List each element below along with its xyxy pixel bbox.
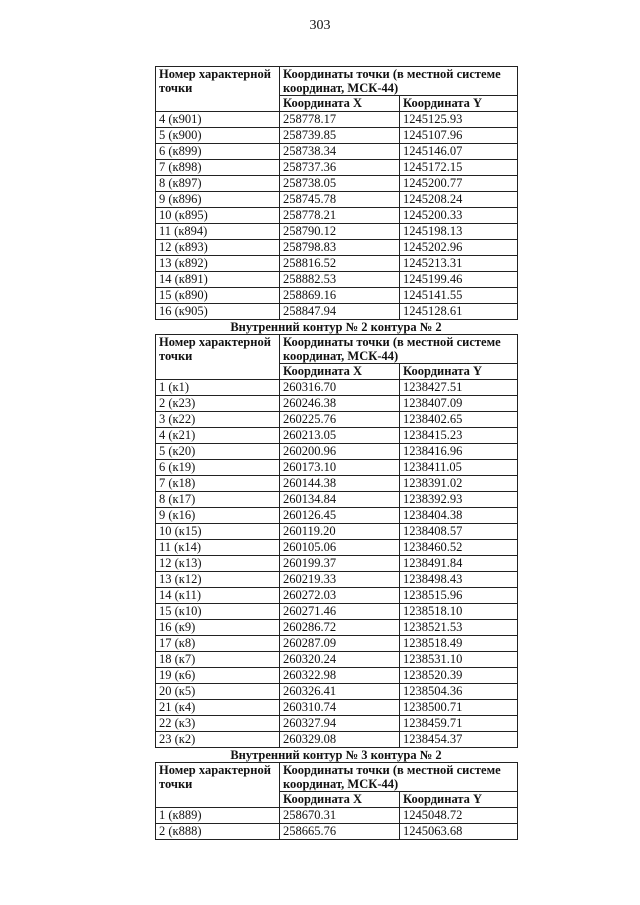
- coordinates-table: [155, 66, 518, 320]
- coordinate-x-cell: 260199.37: [280, 556, 400, 572]
- coordinate-x-cell: 260213.05: [280, 428, 400, 444]
- point-number-cell: 17 (к8): [156, 636, 280, 652]
- table-row: [156, 396, 518, 412]
- coordinate-x-cell: 260287.09: [280, 636, 400, 652]
- point-number-cell: 21 (к4): [156, 700, 280, 716]
- coordinate-y-cell: 1245128.61: [400, 304, 518, 320]
- coordinate-y-cell: 1238402.65: [400, 412, 518, 428]
- coordinate-y-cell: 1238427.51: [400, 380, 518, 396]
- coordinate-x-cell: 260225.76: [280, 412, 400, 428]
- coordinate-y-cell: 1238531.10: [400, 652, 518, 668]
- table-row: [156, 460, 518, 476]
- point-number-cell: 7 (к898): [156, 160, 280, 176]
- coordinate-x-cell: 258737.36: [280, 160, 400, 176]
- point-number-cell: 2 (к888): [156, 824, 280, 840]
- coordinate-x-cell: 260316.70: [280, 380, 400, 396]
- coordinate-x-cell: 260119.20: [280, 524, 400, 540]
- coordinate-x-cell: 260326.41: [280, 684, 400, 700]
- table-row: [156, 732, 518, 748]
- point-number-cell: 11 (к14): [156, 540, 280, 556]
- coordinate-y-cell: 1238460.52: [400, 540, 518, 556]
- point-number-cell: 6 (к899): [156, 144, 280, 160]
- point-number-cell: 9 (к16): [156, 508, 280, 524]
- table-row: [156, 304, 518, 320]
- table-row: [156, 572, 518, 588]
- coordinate-x-cell: 258738.34: [280, 144, 400, 160]
- table-row: [156, 524, 518, 540]
- table-row: [156, 256, 518, 272]
- coordinate-x-cell: 260322.98: [280, 668, 400, 684]
- point-number-cell: 13 (к12): [156, 572, 280, 588]
- coordinate-x-cell: 258778.21: [280, 208, 400, 224]
- header-coordinates: Координаты точки (в местной системе координат, МСК-44): [280, 67, 518, 96]
- coordinates-table: [155, 762, 518, 840]
- point-number-cell: 12 (к893): [156, 240, 280, 256]
- coordinate-x-cell: 260200.96: [280, 444, 400, 460]
- coordinate-x-cell: 260271.46: [280, 604, 400, 620]
- coordinate-x-cell: 258882.53: [280, 272, 400, 288]
- point-number-cell: 4 (к901): [156, 112, 280, 128]
- section-title: Внутренний контур № 3 контура № 2: [230, 748, 442, 762]
- point-number-cell: 4 (к21): [156, 428, 280, 444]
- point-number-cell: 16 (к905): [156, 304, 280, 320]
- point-number-cell: 20 (к5): [156, 684, 280, 700]
- header-point-number: Номер характерной точки: [156, 763, 280, 808]
- header-point-number: Номер характерной точки: [156, 67, 280, 112]
- coordinate-y-cell: 1245141.55: [400, 288, 518, 304]
- coordinate-x-cell: 260329.08: [280, 732, 400, 748]
- coordinate-x-cell: 258745.78: [280, 192, 400, 208]
- coordinate-x-cell: 258739.85: [280, 128, 400, 144]
- point-number-cell: 11 (к894): [156, 224, 280, 240]
- table-row: [156, 716, 518, 732]
- table-row: [156, 428, 518, 444]
- table-row: [156, 208, 518, 224]
- table-row: [156, 112, 518, 128]
- point-number-cell: 13 (к892): [156, 256, 280, 272]
- point-number-cell: 2 (к23): [156, 396, 280, 412]
- point-number-cell: 9 (к896): [156, 192, 280, 208]
- coordinate-y-cell: 1245208.24: [400, 192, 518, 208]
- table-row: [156, 808, 518, 824]
- point-number-cell: 7 (к18): [156, 476, 280, 492]
- coordinate-y-cell: 1238518.49: [400, 636, 518, 652]
- coordinate-y-cell: 1238391.02: [400, 476, 518, 492]
- coordinate-y-cell: 1238518.10: [400, 604, 518, 620]
- point-number-cell: 22 (к3): [156, 716, 280, 732]
- table-row: [156, 540, 518, 556]
- table-row: [156, 508, 518, 524]
- coordinate-x-cell: 258670.31: [280, 808, 400, 824]
- coordinates-table: [155, 334, 518, 748]
- header-coordinate-x: Координата X: [280, 96, 400, 112]
- coordinates-document: [155, 66, 517, 840]
- coordinate-y-cell: 1245213.31: [400, 256, 518, 272]
- coordinate-x-cell: 260173.10: [280, 460, 400, 476]
- coordinate-y-cell: 1238408.57: [400, 524, 518, 540]
- point-number-cell: 10 (к895): [156, 208, 280, 224]
- coordinate-y-cell: 1245200.33: [400, 208, 518, 224]
- header-coordinate-y: Координата Y: [400, 96, 518, 112]
- table-row: [156, 444, 518, 460]
- point-number-cell: 12 (к13): [156, 556, 280, 572]
- coordinate-y-cell: 1245200.77: [400, 176, 518, 192]
- coordinate-x-cell: 258665.76: [280, 824, 400, 840]
- coordinate-y-cell: 1238411.05: [400, 460, 518, 476]
- table-row: [156, 620, 518, 636]
- header-point-number: Номер характерной точки: [156, 335, 280, 380]
- point-number-cell: 1 (к1): [156, 380, 280, 396]
- point-number-cell: 10 (к15): [156, 524, 280, 540]
- coordinate-x-cell: 258816.52: [280, 256, 400, 272]
- coordinate-x-cell: 260327.94: [280, 716, 400, 732]
- coordinate-y-cell: 1238521.53: [400, 620, 518, 636]
- coordinate-y-cell: 1238392.93: [400, 492, 518, 508]
- coordinate-y-cell: 1238454.37: [400, 732, 518, 748]
- coordinate-x-cell: 258790.12: [280, 224, 400, 240]
- table-row: [156, 700, 518, 716]
- header-coordinate-y: Координата Y: [400, 364, 518, 380]
- coordinate-x-cell: 258869.16: [280, 288, 400, 304]
- coordinate-y-cell: 1238498.43: [400, 572, 518, 588]
- coordinate-y-cell: 1245172.15: [400, 160, 518, 176]
- header-coordinates: Координаты точки (в местной системе координат, МСК-44): [280, 763, 518, 792]
- point-number-cell: 1 (к889): [156, 808, 280, 824]
- coordinate-y-cell: 1245107.96: [400, 128, 518, 144]
- point-number-cell: 8 (к897): [156, 176, 280, 192]
- table-row: [156, 380, 518, 396]
- table-row: [156, 476, 518, 492]
- table-row: [156, 176, 518, 192]
- coordinate-x-cell: 260126.45: [280, 508, 400, 524]
- coordinate-y-cell: 1238415.23: [400, 428, 518, 444]
- coordinate-y-cell: 1238504.36: [400, 684, 518, 700]
- coordinate-y-cell: 1238515.96: [400, 588, 518, 604]
- coordinate-y-cell: 1245125.93: [400, 112, 518, 128]
- point-number-cell: 14 (к11): [156, 588, 280, 604]
- coordinate-x-cell: 258738.05: [280, 176, 400, 192]
- point-number-cell: 23 (к2): [156, 732, 280, 748]
- point-number-cell: 6 (к19): [156, 460, 280, 476]
- coordinate-x-cell: 260272.03: [280, 588, 400, 604]
- coordinate-x-cell: 260246.38: [280, 396, 400, 412]
- point-number-cell: 5 (к20): [156, 444, 280, 460]
- table-row: [156, 588, 518, 604]
- point-number-cell: 18 (к7): [156, 652, 280, 668]
- table-row: [156, 652, 518, 668]
- page-number: 303: [309, 18, 331, 33]
- point-number-cell: 8 (к17): [156, 492, 280, 508]
- coordinate-y-cell: 1238407.09: [400, 396, 518, 412]
- coordinate-y-cell: 1238416.96: [400, 444, 518, 460]
- table-row: [156, 128, 518, 144]
- coordinate-y-cell: 1238404.38: [400, 508, 518, 524]
- table-row: [156, 412, 518, 428]
- table-row: [156, 240, 518, 256]
- table-row: [156, 144, 518, 160]
- header-coordinate-x: Координата X: [280, 364, 400, 380]
- point-number-cell: 15 (к10): [156, 604, 280, 620]
- coordinate-y-cell: 1238500.71: [400, 700, 518, 716]
- coordinate-x-cell: 260144.38: [280, 476, 400, 492]
- table-header-row: [156, 763, 518, 792]
- coordinate-y-cell: 1238459.71: [400, 716, 518, 732]
- coordinate-x-cell: 258778.17: [280, 112, 400, 128]
- coordinate-x-cell: 258847.94: [280, 304, 400, 320]
- header-coordinates: Координаты точки (в местной системе координат, МСК-44): [280, 335, 518, 364]
- coordinate-x-cell: 260219.33: [280, 572, 400, 588]
- point-number-cell: 3 (к22): [156, 412, 280, 428]
- coordinate-y-cell: 1245199.46: [400, 272, 518, 288]
- table-row: [156, 604, 518, 620]
- point-number-cell: 15 (к890): [156, 288, 280, 304]
- point-number-cell: 16 (к9): [156, 620, 280, 636]
- coordinate-x-cell: 260134.84: [280, 492, 400, 508]
- table-row: [156, 668, 518, 684]
- coordinate-y-cell: 1245202.96: [400, 240, 518, 256]
- section-title: Внутренний контур № 2 контура № 2: [230, 320, 442, 334]
- coordinate-x-cell: 260286.72: [280, 620, 400, 636]
- coordinate-y-cell: 1238520.39: [400, 668, 518, 684]
- coordinate-y-cell: 1245198.13: [400, 224, 518, 240]
- point-number-cell: 19 (к6): [156, 668, 280, 684]
- header-coordinate-y: Координата Y: [400, 792, 518, 808]
- table-row: [156, 684, 518, 700]
- point-number-cell: 14 (к891): [156, 272, 280, 288]
- table-header-row: [156, 335, 518, 364]
- table-row: [156, 824, 518, 840]
- table-row: [156, 160, 518, 176]
- table-row: [156, 636, 518, 652]
- coordinate-y-cell: 1245048.72: [400, 808, 518, 824]
- coordinate-x-cell: 260105.06: [280, 540, 400, 556]
- coordinate-x-cell: 260310.74: [280, 700, 400, 716]
- table-header-row: [156, 67, 518, 96]
- table-row: [156, 272, 518, 288]
- table-row: [156, 224, 518, 240]
- coordinate-x-cell: 260320.24: [280, 652, 400, 668]
- point-number-cell: 5 (к900): [156, 128, 280, 144]
- coordinate-x-cell: 258798.83: [280, 240, 400, 256]
- coordinate-y-cell: 1245063.68: [400, 824, 518, 840]
- table-row: [156, 556, 518, 572]
- table-row: [156, 492, 518, 508]
- table-row: [156, 288, 518, 304]
- coordinate-y-cell: 1238491.84: [400, 556, 518, 572]
- table-row: [156, 192, 518, 208]
- coordinate-y-cell: 1245146.07: [400, 144, 518, 160]
- header-coordinate-x: Координата X: [280, 792, 400, 808]
